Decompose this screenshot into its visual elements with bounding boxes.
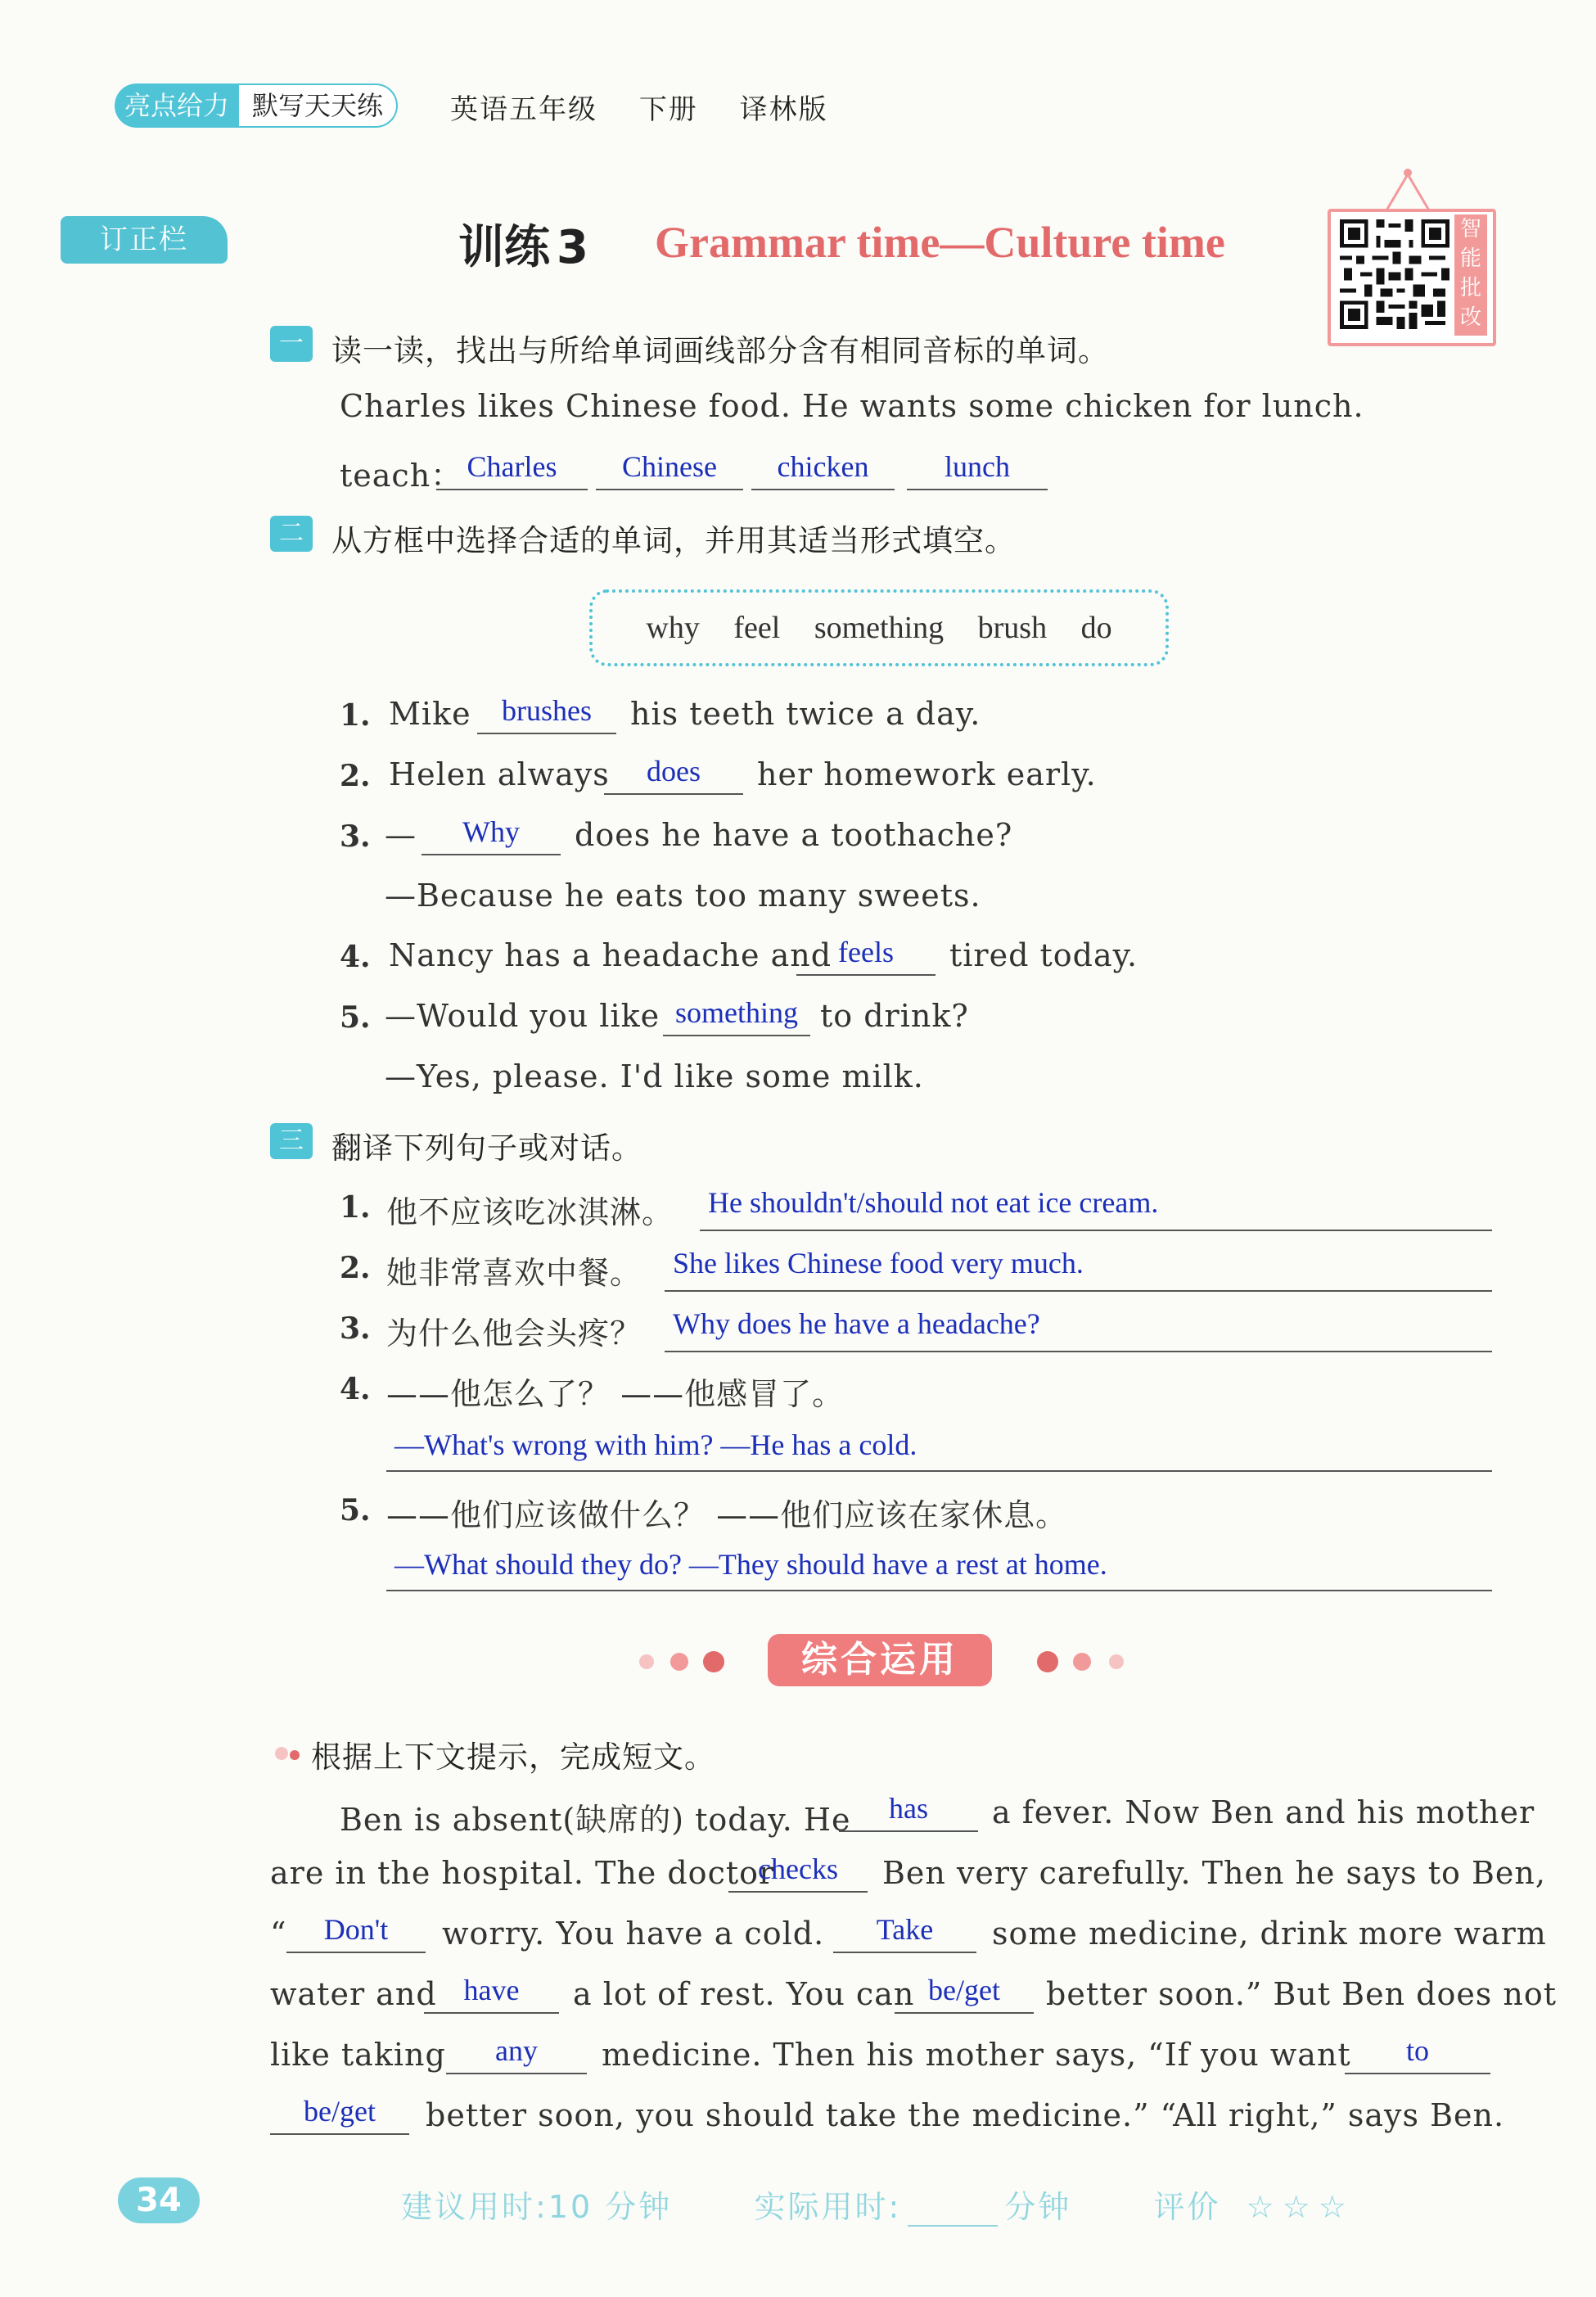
time-footer: [401, 2182, 1355, 2227]
item-before: Nancy has a headache and: [389, 937, 832, 973]
passage-text: worry. You have a cold.: [442, 1916, 825, 1952]
passage-answer-2[interactable]: checks: [728, 1848, 868, 1893]
page-title-cn: [458, 211, 588, 277]
item-number: 1.: [340, 698, 371, 733]
answer-line: [665, 1349, 1492, 1352]
passage-text: medicine. Then his mother says, “If you want: [602, 2037, 1351, 2073]
item-number: 3.: [340, 1311, 371, 1346]
item-after: her homework early.: [757, 756, 1097, 792]
passage-answer-3[interactable]: Don't: [286, 1909, 426, 1953]
passage-answer-1[interactable]: has: [839, 1788, 978, 1832]
item-before: —: [385, 817, 417, 853]
header-volume: 下册: [638, 93, 698, 126]
header-edition: 译林版: [739, 93, 828, 126]
passage-text: are in the hospital. The doctor: [270, 1855, 775, 1891]
item-number: 1.: [340, 1190, 371, 1225]
title-cn-text: 训练: [458, 221, 550, 274]
smart-grading-label: 智能批改: [1454, 214, 1487, 336]
item-number: 5.: [340, 1493, 371, 1528]
answer-line: [386, 1469, 1492, 1472]
passage-text: like taking: [270, 2037, 446, 2073]
suggested-time: 建议用时:10 分钟: [401, 2189, 673, 2225]
item-reply: —Because he eats too many sweets.: [385, 878, 981, 914]
item-after: does he have a toothache?: [575, 817, 1013, 853]
item-number: 2.: [340, 759, 371, 793]
item-chinese: ——他们应该做什么？ ——他们应该在家休息。: [386, 1497, 1068, 1533]
passage-answer-7[interactable]: any: [446, 2030, 587, 2074]
header-subject: 英语五年级: [450, 93, 597, 126]
item-chinese: 他不应该吃冰淇淋。: [386, 1194, 674, 1230]
section3-answer-3[interactable]: Why does he have a headache?: [673, 1307, 1040, 1340]
brand-right: 默写天天练: [239, 83, 398, 128]
section3-answer-1[interactable]: He shouldn't/should not eat ice cream.: [708, 1186, 1159, 1219]
rating-stars-icon[interactable]: ☆☆☆: [1246, 2189, 1355, 2225]
item-chinese: 她非常喜欢中餐。: [386, 1255, 642, 1291]
word-box-item: why: [646, 611, 700, 645]
answer-line: [386, 1588, 1492, 1591]
item-after: his teeth twice a day.: [630, 696, 981, 732]
section1-prompt: teach：: [340, 458, 463, 494]
page-number: 34: [118, 2177, 200, 2223]
actual-time-blank[interactable]: [908, 2200, 998, 2227]
passage-answer-5[interactable]: have: [424, 1970, 559, 2014]
word-box: [589, 589, 1169, 666]
section3-answer-4[interactable]: —What's wrong with him? —He has a cold.: [394, 1428, 917, 1461]
section1-answer-3[interactable]: chicken: [751, 446, 895, 490]
item-number: 4.: [340, 940, 371, 974]
answer-line: [700, 1228, 1492, 1231]
section1-badge: 一: [270, 326, 313, 362]
item-number: 5.: [340, 1000, 371, 1035]
word-box-item: brush: [977, 611, 1048, 645]
section2-instruction: 从方框中选择合适的单词，并用其适当形式填空。: [331, 523, 1016, 558]
answer-line: [665, 1288, 1492, 1292]
item-after: tired today.: [949, 937, 1138, 973]
section1-instruction: 读一读，找出与所给单词画线部分含有相同音标的单词。: [331, 333, 1109, 368]
passage-text: better soon, you should take the medicine.” “All right,” says Ben.: [426, 2097, 1505, 2133]
passage-answer-4[interactable]: Take: [833, 1909, 976, 1953]
passage-text: a fever. Now Ben and his mother: [992, 1794, 1535, 1830]
item-before: —Would you like: [385, 998, 660, 1034]
section2-badge: 二: [270, 516, 313, 552]
passage-text: better soon.” But Ben does not: [1046, 1976, 1558, 2012]
item-reply: —Yes, please. I'd like some milk.: [385, 1058, 924, 1094]
actual-time-label: 实际用时:: [754, 2189, 902, 2225]
section1-sentence: Charles likes Chinese food. He wants some chicken for lunch.: [340, 388, 1364, 424]
passage-text: some medicine, drink more warm: [992, 1916, 1547, 1952]
item-before: Helen always: [389, 756, 610, 792]
passage-answer-9[interactable]: be/get: [270, 2091, 409, 2135]
item-number: 4.: [340, 1372, 371, 1406]
section2-answer-2[interactable]: does: [604, 751, 743, 795]
section1-answer-1[interactable]: Charles: [436, 446, 588, 490]
header-info: [450, 87, 859, 127]
section4-instruction: 根据上下文提示，完成短文。: [311, 1740, 715, 1775]
passage-answer-6[interactable]: be/get: [895, 1970, 1034, 2014]
page-title-en: Grammar time—Culture time: [655, 218, 1225, 267]
correction-column-tab: 订正栏: [61, 216, 228, 264]
brand-logo: [115, 83, 398, 128]
section2-answer-4[interactable]: feels: [796, 932, 936, 976]
section3-answer-2[interactable]: She likes Chinese food very much.: [673, 1247, 1084, 1279]
bullet-dot-icon: [272, 1740, 304, 1765]
section2-answer-5[interactable]: something: [663, 992, 810, 1036]
item-chinese: ——他怎么了？ ——他感冒了。: [386, 1376, 845, 1412]
title-number: 3: [557, 221, 588, 274]
word-box-item: feel: [733, 611, 781, 645]
passage-text: Ben is absent(缺席的) today. He: [340, 1802, 851, 1838]
passage-answer-8[interactable]: to: [1345, 2030, 1490, 2074]
item-number: 2.: [340, 1251, 371, 1285]
section3-badge: 三: [270, 1123, 313, 1159]
word-box-item: something: [814, 611, 945, 645]
section1-answer-4[interactable]: lunch: [907, 446, 1048, 490]
passage-text: water and: [270, 1976, 437, 2012]
passage-text: a lot of rest. You can: [573, 1976, 915, 2012]
item-before: Mike: [389, 696, 471, 732]
section2-answer-3[interactable]: Why: [422, 811, 561, 855]
item-number: 3.: [340, 819, 371, 854]
passage-text: “: [270, 1916, 287, 1952]
section2-answer-1[interactable]: brushes: [477, 690, 616, 734]
item-chinese: 为什么他会头疼？: [386, 1315, 642, 1352]
section1-answer-2[interactable]: Chinese: [596, 446, 743, 490]
passage-text: Ben very carefully. Then he says to Ben,: [882, 1855, 1546, 1891]
qr-hanger-icon: [1383, 168, 1432, 213]
brand-left: 亮点给力: [115, 83, 239, 128]
rating-label: 评价: [1153, 2189, 1221, 2225]
item-after: to drink?: [820, 998, 969, 1034]
time-unit: 分钟: [1004, 2189, 1072, 2225]
section3-instruction: 翻译下列句子或对话。: [331, 1130, 642, 1166]
section3-answer-5[interactable]: —What should they do? —They should have a rest at home.: [394, 1548, 1107, 1581]
qr-code-icon[interactable]: [1336, 215, 1454, 333]
word-box-item: do: [1080, 611, 1112, 645]
comprehensive-use-label: 综合运用: [768, 1634, 992, 1686]
